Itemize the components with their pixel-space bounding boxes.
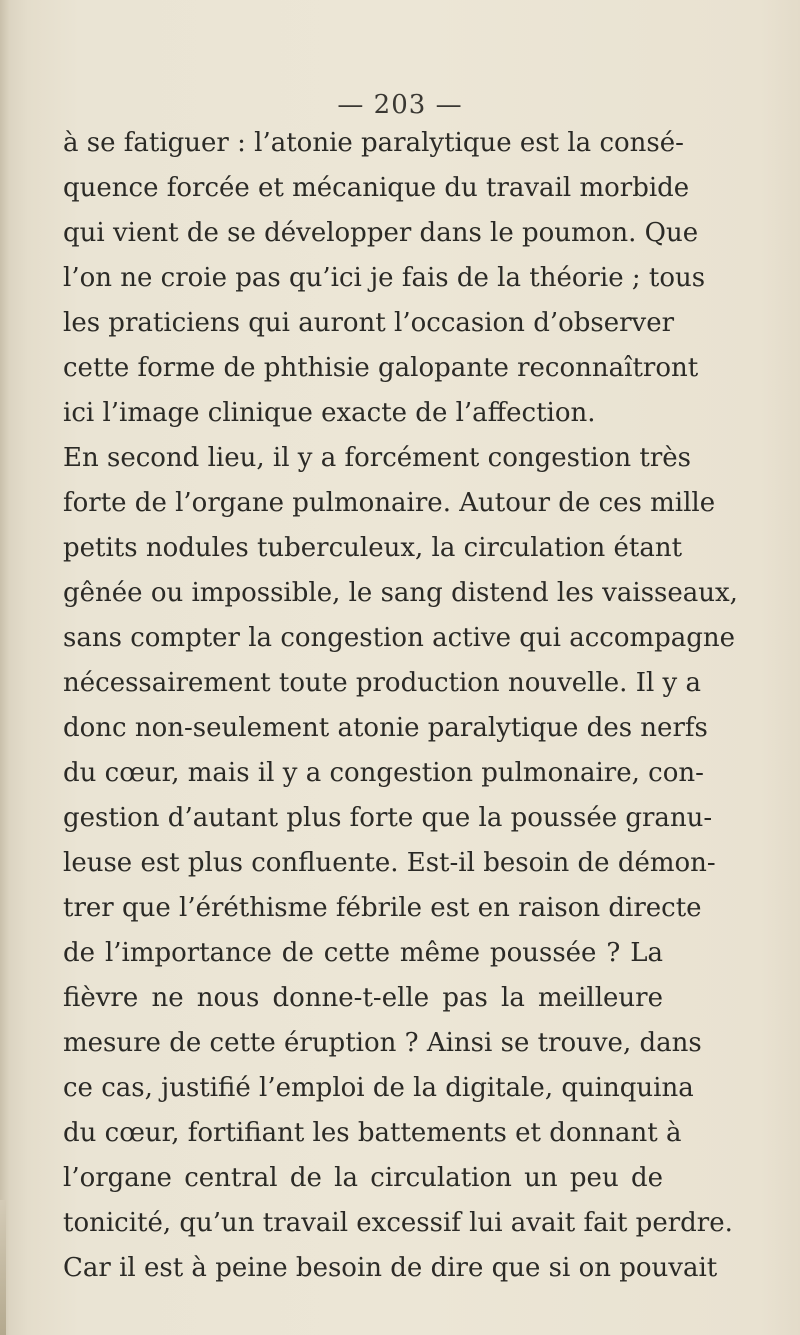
- text-line: du cœur, mais il y a congestion pulmonaire, con-: [63, 758, 704, 788]
- text-line: forte de l’organe pulmonaire. Autour de ces mille: [63, 488, 716, 518]
- text-line: à se fatiguer : l’atonie paralytique est la consé-: [63, 128, 684, 158]
- text-line: l’on ne croie pas qu’ici je fais de la théorie ; tous: [63, 263, 706, 293]
- text-line: les praticiens qui auront l’occasion d’observer: [63, 308, 675, 338]
- text-line: quence forcée et mécanique du travail morbide: [63, 173, 690, 203]
- text-line: qui vient de se développer dans le poumon. Que: [63, 218, 699, 248]
- text-line: cette forme de phthisie galopante reconnaîtront: [63, 353, 699, 383]
- paragraph-end-line: ici l’image clinique exacte de l’affection.: [63, 398, 596, 428]
- body-text: [63, 121, 738, 1291]
- page-binding-shadow: [0, 1200, 6, 1335]
- text-line: l’organe central de la circulation un peu de: [63, 1163, 663, 1193]
- text-line: du cœur, fortifiant les battements et donnant à: [63, 1118, 682, 1148]
- text-line: ce cas, justifié l’emploi de la digitale, quinquina: [63, 1073, 694, 1103]
- text-line: fièvre ne nous donne-t-elle pas la meilleure: [63, 983, 663, 1013]
- text-line: En second lieu, il y a forcément congestion très: [63, 443, 692, 473]
- text-line: gestion d’autant plus forte que la poussée granu-: [63, 803, 713, 833]
- text-line: leuse est plus confluente. Est-il besoin de démon-: [63, 848, 716, 878]
- text-line: trer que l’éréthisme fébrile est en raison directe: [63, 893, 702, 923]
- text-line: de l’importance de cette même poussée ? La: [63, 938, 663, 968]
- text-line: nécessairement toute production nouvelle. Il y a: [63, 668, 702, 698]
- text-line: mesure de cette éruption ? Ainsi se trouve, dans: [63, 1028, 702, 1058]
- text-line: Car il est à peine besoin de dire que si on pouvait: [63, 1253, 718, 1283]
- page-binding-edge: [0, 0, 10, 1335]
- text-line: gênée ou impossible, le sang distend les vaisseaux,: [63, 578, 738, 608]
- text-line: donc non-seulement atonie paralytique des nerfs: [63, 713, 708, 743]
- text-line: sans compter la congestion active qui accompagne: [63, 623, 736, 653]
- text-line: petits nodules tuberculeux, la circulation étant: [63, 533, 683, 563]
- page-number: — 203 —: [337, 90, 463, 120]
- text-line: tonicité, qu’un travail excessif lui avait fait perdre.: [63, 1208, 733, 1238]
